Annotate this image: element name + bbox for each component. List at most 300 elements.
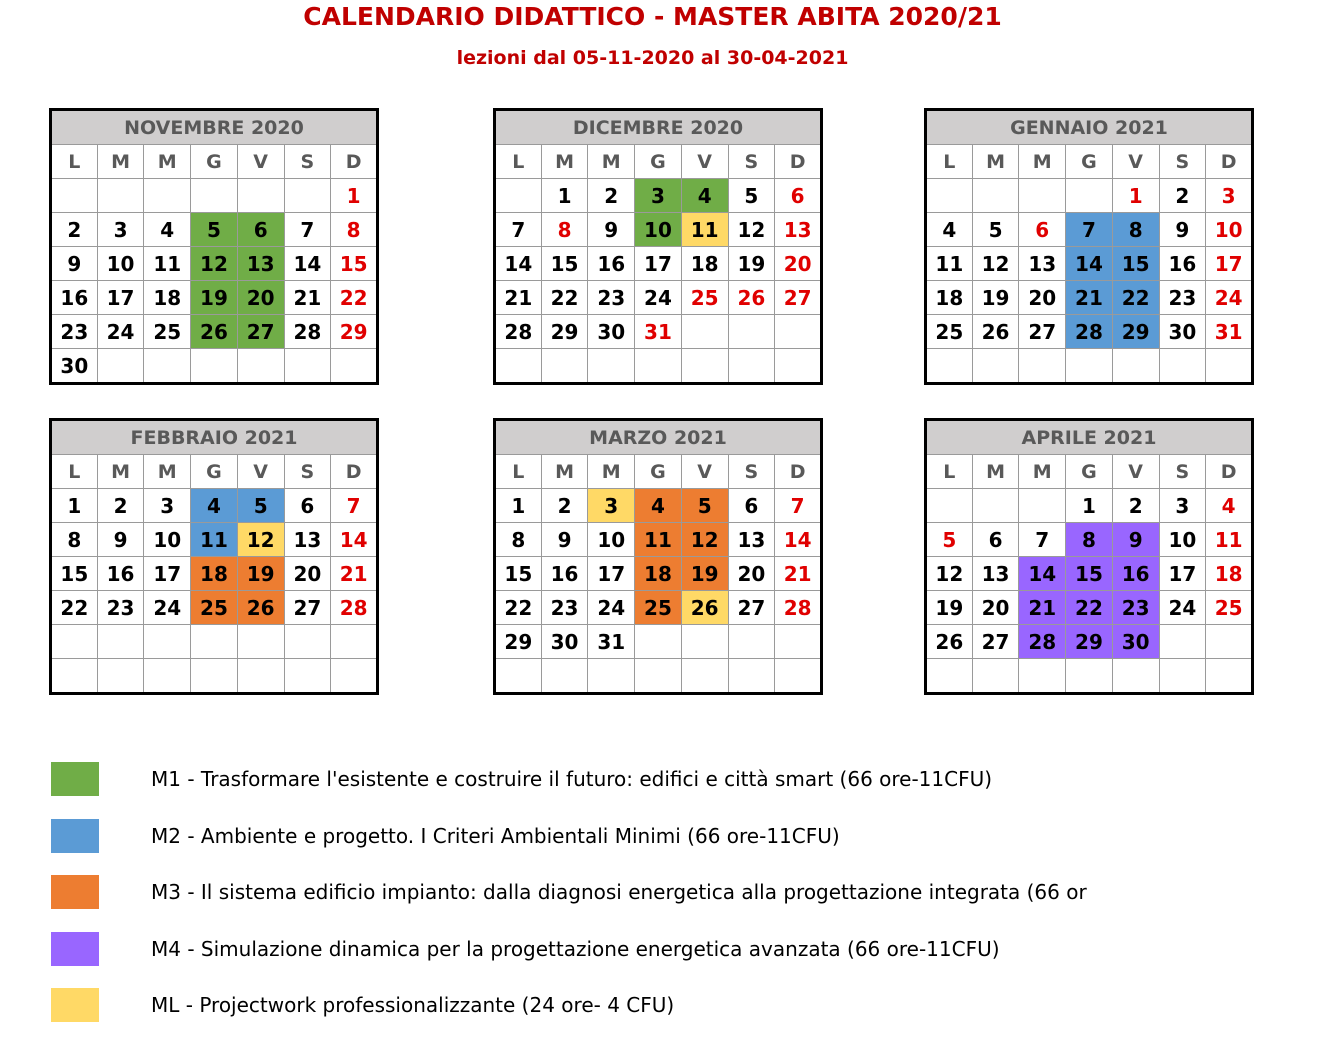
week-row [926,315,1253,349]
day-cell: 20 [284,557,331,591]
weekday-header: M [1019,145,1066,179]
day-cell: 6 [1019,213,1066,247]
day-cell: 25 [681,281,728,315]
day-cell: 21 [331,557,378,591]
day-cell: 17 [97,281,144,315]
week-row [495,179,822,213]
day-cell [926,489,973,523]
weekday-header: S [284,145,331,179]
day-cell: 14 [1066,247,1113,281]
day-cell [51,659,98,694]
week-row [51,179,378,213]
day-cell [51,625,98,659]
day-cell: 18 [144,281,191,315]
day-cell: 23 [1112,591,1159,625]
day-cell [775,659,822,694]
day-cell: 14 [495,247,542,281]
weekday-header: M [541,145,588,179]
day-cell: 7 [284,213,331,247]
day-cell [331,349,378,384]
weekday-header: V [1112,145,1159,179]
day-cell: 11 [191,523,238,557]
week-row [495,659,822,694]
day-cell [284,349,331,384]
day-cell [1159,349,1206,384]
day-cell: 11 [635,523,682,557]
day-cell: 30 [588,315,635,349]
day-cell [1019,659,1066,694]
day-cell: 26 [191,315,238,349]
day-cell: 19 [972,281,1019,315]
day-cell: 11 [144,247,191,281]
day-cell: 1 [495,489,542,523]
day-cell: 3 [1206,179,1253,213]
day-cell: 17 [1159,557,1206,591]
legend-label-m3: M3 - Il sistema edificio impianto: dalla diagnosi energetica alla progettazione integrata (66 or [151,880,1087,904]
day-cell: 23 [97,591,144,625]
day-cell: 14 [331,523,378,557]
day-cell [237,659,284,694]
legend-label-m4: M4 - Simulazione dinamica per la progettazione energetica avanzata (66 ore-11CFU) [151,937,1000,961]
week-row [495,591,822,625]
day-cell: 29 [541,315,588,349]
weekday-header: D [775,455,822,489]
weekday-header: L [495,145,542,179]
day-cell: 2 [541,489,588,523]
day-cell [1206,625,1253,659]
weekday-header: G [635,455,682,489]
week-row [926,625,1253,659]
day-cell: 16 [1112,557,1159,591]
legend-swatch-m2 [51,819,99,853]
day-cell [972,489,1019,523]
day-cell: 9 [97,523,144,557]
day-cell: 18 [1206,557,1253,591]
day-cell [237,349,284,384]
weekday-header: G [1066,455,1113,489]
week-row [51,247,378,281]
week-row [51,281,378,315]
weekday-header: V [237,145,284,179]
weekday-header: M [972,455,1019,489]
day-cell: 10 [1159,523,1206,557]
day-cell: 29 [331,315,378,349]
page-title: CALENDARIO DIDATTICO - MASTER ABITA 2020/21 [303,2,1002,31]
day-cell: 9 [51,247,98,281]
week-row [51,557,378,591]
weekday-header: L [495,455,542,489]
week-row [51,591,378,625]
month-title: MARZO 2021 [495,420,822,455]
day-cell: 7 [495,213,542,247]
day-cell: 22 [1066,591,1113,625]
month-calendar [49,108,379,385]
day-cell: 8 [495,523,542,557]
day-cell: 26 [972,315,1019,349]
legend-label-ml: ML - Projectwork professionalizzante (24 ore- 4 CFU) [151,993,675,1017]
day-cell: 26 [237,591,284,625]
month-calendar [493,418,823,695]
day-cell [681,659,728,694]
day-cell: 14 [775,523,822,557]
weekday-header: D [1206,145,1253,179]
day-cell: 30 [51,349,98,384]
day-cell: 20 [237,281,284,315]
day-cell: 10 [588,523,635,557]
day-cell: 8 [1066,523,1113,557]
legend-swatch-m1 [51,762,99,796]
day-cell: 30 [1159,315,1206,349]
day-cell [97,659,144,694]
week-row [51,315,378,349]
day-cell: 17 [635,247,682,281]
day-cell [775,315,822,349]
weekday-header: G [191,455,238,489]
day-cell: 10 [635,213,682,247]
week-row [926,213,1253,247]
week-row [51,523,378,557]
day-cell: 21 [1066,281,1113,315]
day-cell: 10 [144,523,191,557]
legend-swatch-m3 [51,875,99,909]
day-cell: 2 [588,179,635,213]
day-cell: 6 [237,213,284,247]
day-cell: 12 [191,247,238,281]
day-cell [972,659,1019,694]
week-row [495,625,822,659]
day-cell: 1 [541,179,588,213]
day-cell: 5 [237,489,284,523]
weekday-header: S [728,145,775,179]
week-row [51,349,378,384]
day-cell [331,659,378,694]
page-subtitle: lezioni dal 05-11-2020 al 30-04-2021 [456,47,849,69]
day-cell: 19 [191,281,238,315]
day-cell: 5 [926,523,973,557]
day-cell: 28 [495,315,542,349]
day-cell [237,625,284,659]
week-row [926,247,1253,281]
weekday-header: M [97,455,144,489]
weekday-header: L [926,455,973,489]
week-row [495,489,822,523]
day-cell [1112,659,1159,694]
day-cell [191,349,238,384]
day-cell: 11 [681,213,728,247]
week-row [495,213,822,247]
day-cell: 12 [681,523,728,557]
legend-swatch-ml [51,988,99,1022]
day-cell: 26 [728,281,775,315]
day-cell: 1 [1112,179,1159,213]
day-cell: 24 [1206,281,1253,315]
day-cell [237,179,284,213]
month-title: DICEMBRE 2020 [495,110,822,145]
day-cell: 28 [1019,625,1066,659]
day-cell: 7 [1019,523,1066,557]
day-cell: 6 [972,523,1019,557]
day-cell [775,625,822,659]
weekday-header: M [97,145,144,179]
month-title: FEBBRAIO 2021 [51,420,378,455]
day-cell [97,179,144,213]
month-title: NOVEMBRE 2020 [51,110,378,145]
day-cell: 28 [331,591,378,625]
day-cell: 1 [51,489,98,523]
weekday-header: D [331,455,378,489]
weekday-header: D [331,145,378,179]
day-cell: 31 [588,625,635,659]
month-title: GENNAIO 2021 [926,110,1253,145]
day-cell: 5 [681,489,728,523]
day-cell: 9 [588,213,635,247]
day-cell: 25 [926,315,973,349]
day-cell [191,659,238,694]
day-cell [681,315,728,349]
day-cell: 16 [97,557,144,591]
day-cell [635,659,682,694]
day-cell [1066,659,1113,694]
day-cell [775,349,822,384]
day-cell: 21 [495,281,542,315]
day-cell: 3 [97,213,144,247]
day-cell: 22 [51,591,98,625]
day-cell: 4 [926,213,973,247]
day-cell [97,349,144,384]
weekday-header: M [588,145,635,179]
day-cell [495,179,542,213]
day-cell [1066,179,1113,213]
day-cell: 17 [1206,247,1253,281]
week-row [51,659,378,694]
week-row [926,179,1253,213]
day-cell [97,625,144,659]
day-cell [926,179,973,213]
day-cell [284,625,331,659]
weekday-header: S [1159,455,1206,489]
day-cell: 13 [775,213,822,247]
day-cell [972,349,1019,384]
day-cell [541,659,588,694]
day-cell [1159,659,1206,694]
day-cell: 16 [588,247,635,281]
day-cell: 8 [331,213,378,247]
day-cell: 15 [51,557,98,591]
day-cell: 8 [541,213,588,247]
day-cell: 4 [144,213,191,247]
day-cell [144,349,191,384]
day-cell: 8 [51,523,98,557]
day-cell: 23 [51,315,98,349]
weekday-header: M [144,145,191,179]
day-cell: 21 [775,557,822,591]
day-cell: 24 [97,315,144,349]
month-title: APRILE 2021 [926,420,1253,455]
day-cell [144,625,191,659]
weekday-header: G [191,145,238,179]
day-cell: 28 [1066,315,1113,349]
day-cell: 24 [144,591,191,625]
day-cell: 20 [972,591,1019,625]
day-cell: 1 [331,179,378,213]
week-row [495,523,822,557]
day-cell: 15 [1066,557,1113,591]
day-cell: 12 [728,213,775,247]
day-cell: 27 [775,281,822,315]
weekday-header: L [51,455,98,489]
weekday-header: G [1066,145,1113,179]
day-cell: 11 [926,247,973,281]
weekday-header: D [1206,455,1253,489]
day-cell: 25 [1206,591,1253,625]
day-cell: 28 [775,591,822,625]
day-cell [681,349,728,384]
day-cell: 29 [1066,625,1113,659]
month-calendar [493,108,823,385]
day-cell: 18 [191,557,238,591]
day-cell: 4 [681,179,728,213]
day-cell [495,659,542,694]
day-cell: 3 [1159,489,1206,523]
legend-label-m1: M1 - Trasformare l'esistente e costruire il futuro: edifici e città smart (66 ore-11CFU) [151,767,993,791]
day-cell: 9 [1112,523,1159,557]
day-cell: 6 [284,489,331,523]
week-row [51,625,378,659]
month-calendar [924,108,1254,385]
day-cell [191,179,238,213]
day-cell: 4 [191,489,238,523]
day-cell: 19 [681,557,728,591]
day-cell: 15 [541,247,588,281]
day-cell [1206,659,1253,694]
legend-swatch-m4 [51,932,99,966]
weekday-header: V [1112,455,1159,489]
day-cell: 11 [1206,523,1253,557]
day-cell [1159,625,1206,659]
weekday-header: M [144,455,191,489]
day-cell [588,349,635,384]
day-cell: 3 [588,489,635,523]
month-calendar [924,418,1254,695]
weekday-header: M [1019,455,1066,489]
day-cell: 19 [926,591,973,625]
weekday-header: M [972,145,1019,179]
day-cell: 16 [51,281,98,315]
day-cell [1066,349,1113,384]
week-row [926,591,1253,625]
day-cell: 20 [728,557,775,591]
day-cell: 27 [972,625,1019,659]
day-cell: 5 [191,213,238,247]
day-cell: 17 [588,557,635,591]
day-cell: 26 [926,625,973,659]
day-cell [926,659,973,694]
day-cell: 23 [541,591,588,625]
day-cell [1019,489,1066,523]
day-cell: 14 [1019,557,1066,591]
day-cell [144,659,191,694]
day-cell: 3 [144,489,191,523]
day-cell: 18 [635,557,682,591]
week-row [51,213,378,247]
month-calendar [49,418,379,695]
day-cell: 31 [1206,315,1253,349]
day-cell: 4 [635,489,682,523]
day-cell: 23 [588,281,635,315]
day-cell: 30 [541,625,588,659]
day-cell [284,659,331,694]
day-cell: 26 [681,591,728,625]
day-cell: 25 [144,315,191,349]
day-cell: 7 [331,489,378,523]
day-cell [635,625,682,659]
day-cell: 18 [681,247,728,281]
day-cell: 3 [635,179,682,213]
day-cell: 10 [1206,213,1253,247]
week-row [495,315,822,349]
day-cell [144,179,191,213]
weekday-header: S [1159,145,1206,179]
day-cell: 15 [495,557,542,591]
day-cell: 17 [144,557,191,591]
week-row [926,349,1253,384]
week-row [495,349,822,384]
day-cell [1206,349,1253,384]
day-cell: 28 [284,315,331,349]
day-cell [681,625,728,659]
day-cell: 29 [495,625,542,659]
week-row [926,281,1253,315]
day-cell: 30 [1112,625,1159,659]
day-cell: 6 [728,489,775,523]
day-cell: 29 [1112,315,1159,349]
day-cell: 25 [191,591,238,625]
day-cell: 5 [972,213,1019,247]
day-cell [284,179,331,213]
day-cell [331,625,378,659]
day-cell: 7 [775,489,822,523]
day-cell [728,625,775,659]
week-row [495,557,822,591]
day-cell: 27 [284,591,331,625]
day-cell: 7 [1066,213,1113,247]
day-cell [926,349,973,384]
day-cell [728,315,775,349]
day-cell [635,349,682,384]
week-row [926,523,1253,557]
day-cell: 21 [1019,591,1066,625]
day-cell: 2 [1112,489,1159,523]
day-cell: 9 [541,523,588,557]
day-cell: 2 [97,489,144,523]
day-cell: 15 [1112,247,1159,281]
day-cell: 22 [331,281,378,315]
day-cell [728,349,775,384]
day-cell: 21 [284,281,331,315]
day-cell: 5 [728,179,775,213]
week-row [495,281,822,315]
day-cell: 24 [1159,591,1206,625]
weekday-header: M [588,455,635,489]
legend-label-m2: M2 - Ambiente e progetto. I Criteri Ambientali Minimi (66 ore-11CFU) [151,824,840,848]
day-cell: 16 [1159,247,1206,281]
day-cell: 1 [1066,489,1113,523]
day-cell: 4 [1206,489,1253,523]
day-cell [51,179,98,213]
day-cell [1019,349,1066,384]
weekday-header: M [541,455,588,489]
day-cell: 27 [1019,315,1066,349]
